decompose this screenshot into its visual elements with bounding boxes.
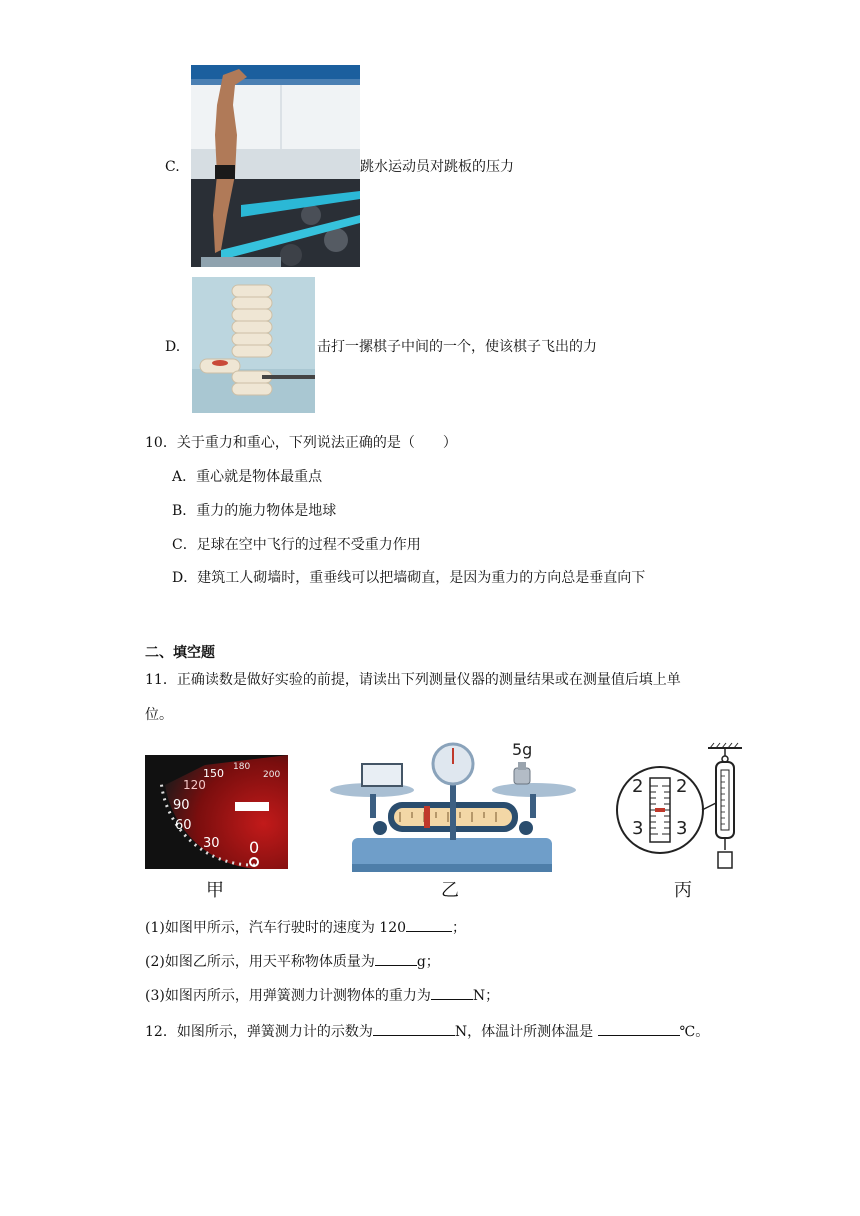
scale-label: 2 [676,776,688,797]
speedometer-tick: 90 [173,798,190,813]
scale-label: 2 [632,776,644,797]
chess-stack-photo [192,277,315,413]
q12 [145,1021,709,1042]
q11-stem-line2: 位。 [145,707,173,723]
q11-sub1-suffix: ； [452,920,467,936]
q10-stem: 10．关于重力和重心，下列说法正确的是（ ） [145,435,457,451]
weight-label: 5g [512,740,533,759]
q11-sub1 [145,917,466,938]
q12-mid: N，体温计所测体温是 [454,1024,594,1040]
spring-scale-figure [612,742,752,874]
q11-sub1-prefix: (1)如图甲所示，汽车行驶时的速度为 120 [145,920,407,936]
speedometer-tick: 120 [183,778,206,792]
option-c-text: 跳水运动员对跳板的压力 [360,159,514,175]
q10-option-d: D．建筑工人砌墙时，重垂线可以把墙砌直，是因为重力的方向总是垂直向下 [172,570,646,586]
speedometer-tick: 150 [203,767,224,780]
q11-sub2 [145,951,440,972]
answer-blank-1[interactable] [406,917,452,932]
option-d-letter: D. [165,339,181,355]
balance-scale-figure [328,738,576,876]
q12-prefix: 12．如图所示，弹簧测力计的示数为 [145,1024,373,1040]
figure-caption-jia: 甲 [206,880,224,901]
speedometer-tick: 60 [175,818,192,833]
q11-sub3-suffix: N； [472,988,500,1004]
section-title: 二、填空题 [145,645,215,661]
q11-sub2-prefix: (2)如图乙所示，用天平称物体质量为 [145,954,375,970]
speedometer-figure [145,755,288,869]
q10-option-a: A．重心就是物体最重点 [172,469,323,485]
speedometer-tick: 200 [263,770,281,780]
q10-option-c: C．足球在空中飞行的过程不受重力作用 [172,537,421,553]
figure-caption-yi: 乙 [441,880,459,901]
q12-suffix: ℃。 [679,1024,710,1040]
speedometer-tick: 0 [249,838,260,857]
speedometer-tick: 180 [233,762,251,772]
answer-blank-2[interactable] [375,951,417,966]
diver-photo [191,65,360,267]
scale-label: 3 [632,818,644,839]
scale-label: 3 [676,818,688,839]
q11-sub2-suffix: g； [416,954,440,970]
q11-stem-line1: 11．正确读数是做好实验的前提，请读出下列测量仪器的测量结果或在测量值后填上单 [145,672,681,688]
q11-sub3 [145,985,499,1006]
q10-option-b: B．重力的施力物体是地球 [172,503,337,519]
answer-blank-4[interactable] [373,1021,455,1036]
option-c-letter: C. [165,159,180,175]
option-d-text: 击打一摞棋子中间的一个，使该棋子飞出的力 [317,339,597,355]
answer-blank-5[interactable] [598,1021,680,1036]
figure-caption-bing: 丙 [674,880,692,901]
speedometer-tick: 30 [203,836,220,851]
q11-sub3-prefix: (3)如图丙所示，用弹簧测力计测物体的重力为 [145,988,431,1004]
answer-blank-3[interactable] [431,985,473,1000]
